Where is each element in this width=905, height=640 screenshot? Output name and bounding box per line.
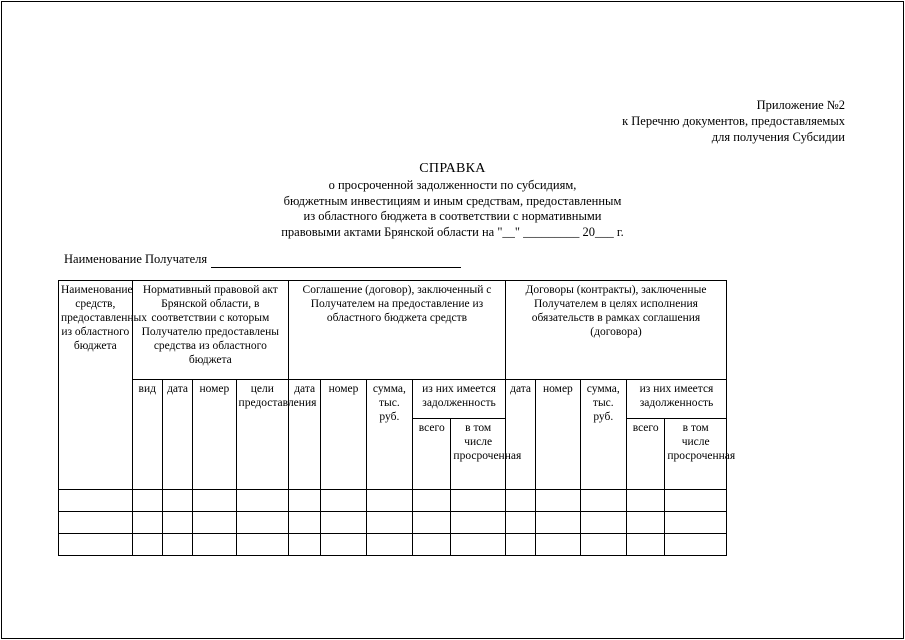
table-cell[interactable] xyxy=(132,534,162,556)
table-cell[interactable] xyxy=(536,512,580,534)
table-cell[interactable] xyxy=(289,512,321,534)
header-contract-sum: сумма, тыс. руб. xyxy=(580,380,626,490)
recipient-field xyxy=(64,252,461,268)
header-agreement-sum: сумма, тыс. руб. xyxy=(366,380,412,490)
table-cell[interactable] xyxy=(580,534,626,556)
header-contracts: Договоры (контракты), заключенные Получателем в целях исполнения обязательств в рамках соглашения (договора) xyxy=(505,281,726,380)
recipient-blank-line[interactable] xyxy=(211,252,461,268)
table-cell[interactable] xyxy=(321,512,366,534)
report-table xyxy=(58,280,736,556)
header-act-number: номер xyxy=(193,380,236,490)
table-cell[interactable] xyxy=(580,512,626,534)
table-cell[interactable] xyxy=(536,534,580,556)
table-cell[interactable] xyxy=(505,490,535,512)
appendix-header xyxy=(485,97,845,145)
table-cell[interactable] xyxy=(505,512,535,534)
table-cell[interactable] xyxy=(162,512,192,534)
table-cell[interactable] xyxy=(59,490,133,512)
header-agreement: Соглашение (договор), заключенный с Получателем на предоставление из областного бюджета средств xyxy=(289,281,506,380)
table-row xyxy=(59,534,727,556)
table-cell[interactable] xyxy=(413,534,451,556)
header-agreement-date: дата xyxy=(289,380,321,490)
title-line-2: бюджетным инвестициям и иным средствам, предоставленным xyxy=(283,193,622,208)
table-cell[interactable] xyxy=(627,534,665,556)
table-cell[interactable] xyxy=(321,534,366,556)
header-normative-act: Нормативный правовой акт Брянской области, в соответствии с которым Получателю предоставлены средства из областного бюджета xyxy=(132,281,288,380)
table-cell[interactable] xyxy=(451,512,506,534)
table-cell[interactable] xyxy=(193,534,236,556)
table-cell[interactable] xyxy=(451,534,506,556)
table-cell[interactable] xyxy=(413,490,451,512)
header-act-date: дата xyxy=(162,380,192,490)
table-cell[interactable] xyxy=(665,512,727,534)
title-line-4: правовыми актами Брянской области на "__" _________ 20___ г. xyxy=(281,224,624,239)
table-cell[interactable] xyxy=(59,534,133,556)
table-cell[interactable] xyxy=(236,490,288,512)
table-cell[interactable] xyxy=(193,512,236,534)
header-contract-date: дата xyxy=(505,380,535,490)
table-cell[interactable] xyxy=(162,534,192,556)
table-cell[interactable] xyxy=(627,490,665,512)
header-contract-debt-total: всего xyxy=(627,419,665,490)
title-line-3: из областного бюджета в соответствии с нормативными xyxy=(303,209,602,223)
document-title xyxy=(200,160,705,240)
table-cell[interactable] xyxy=(366,534,412,556)
table-cell[interactable] xyxy=(236,512,288,534)
table-cell[interactable] xyxy=(665,534,727,556)
header-contract-debt: из них имеется задолженность xyxy=(627,380,727,419)
header-agreement-debt-overdue: в том числе просроченная xyxy=(451,419,506,490)
table-cell[interactable] xyxy=(505,534,535,556)
appendix-line-2: к Перечню документов, предоставляемых xyxy=(622,114,845,128)
header-act-type: вид xyxy=(132,380,162,490)
table-cell[interactable] xyxy=(132,512,162,534)
table-cell[interactable] xyxy=(366,490,412,512)
header-contract-debt-overdue: в том числе просроченная xyxy=(665,419,727,490)
header-funds-name: Наименование средств, предоставленных из областного бюджета xyxy=(59,281,133,490)
table-cell[interactable] xyxy=(580,490,626,512)
table-header-row-1 xyxy=(59,281,727,380)
header-agreement-number: номер xyxy=(321,380,366,490)
table-cell[interactable] xyxy=(289,490,321,512)
table-cell[interactable] xyxy=(321,490,366,512)
table-cell[interactable] xyxy=(162,490,192,512)
header-act-purpose: цели предоставления xyxy=(236,380,288,490)
table-row xyxy=(59,512,727,534)
table-cell[interactable] xyxy=(289,534,321,556)
table-cell[interactable] xyxy=(627,512,665,534)
appendix-line-1: Приложение №2 xyxy=(756,98,845,112)
table-row xyxy=(59,490,727,512)
title-line-1: о просроченной задолженности по субсидиям, xyxy=(328,178,577,192)
header-agreement-debt: из них имеется задолженность xyxy=(413,380,506,419)
table-cell[interactable] xyxy=(536,490,580,512)
table-cell[interactable] xyxy=(236,534,288,556)
header-contract-number: номер xyxy=(536,380,580,490)
appendix-line-3: для получения Субсидии xyxy=(711,130,845,144)
header-agreement-debt-total: всего xyxy=(413,419,451,490)
table-cell[interactable] xyxy=(132,490,162,512)
recipient-label: Наименование Получателя xyxy=(64,252,208,266)
table-header-row-2 xyxy=(59,380,727,419)
table-cell[interactable] xyxy=(59,512,133,534)
table-cell[interactable] xyxy=(451,490,506,512)
table-cell[interactable] xyxy=(665,490,727,512)
title-main: СПРАВКА xyxy=(419,161,486,176)
table-cell[interactable] xyxy=(366,512,412,534)
table-cell[interactable] xyxy=(413,512,451,534)
table-cell[interactable] xyxy=(193,490,236,512)
